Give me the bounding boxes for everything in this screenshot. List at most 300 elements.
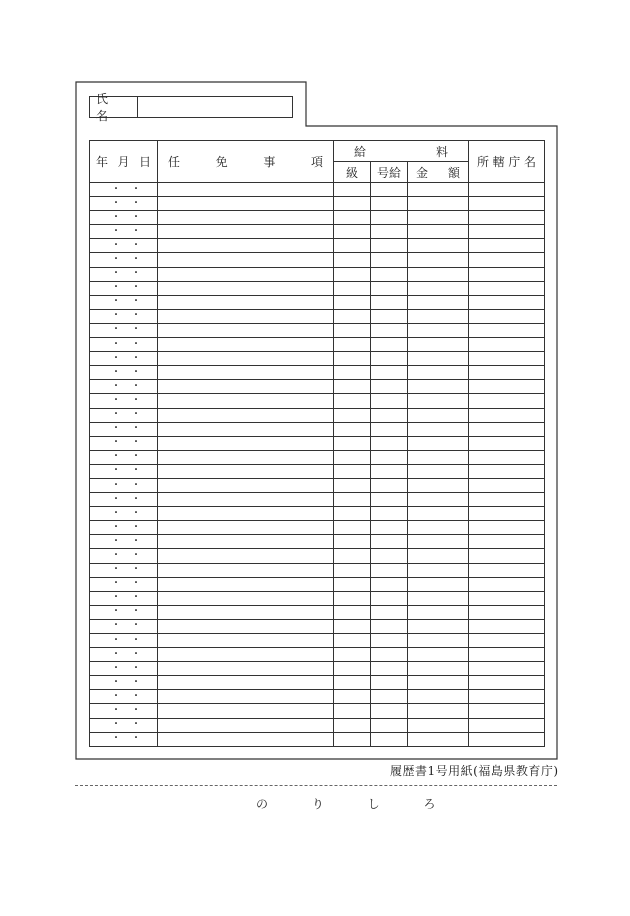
appointment-cell[interactable] [158,394,334,408]
grade-cell[interactable] [334,718,371,732]
amount-cell[interactable] [408,563,469,577]
grade-cell[interactable] [334,563,371,577]
date-cell[interactable] [90,380,158,394]
step-cell[interactable] [371,478,408,492]
date-cell[interactable] [90,197,158,211]
date-cell[interactable] [90,577,158,591]
date-cell[interactable] [90,535,158,549]
table-row [90,197,545,211]
appointment-cell[interactable] [158,281,334,295]
grade-cell[interactable] [334,422,371,436]
date-separators: ・ ・ [111,225,141,237]
table-row [90,535,545,549]
grade-cell[interactable] [334,281,371,295]
appointment-cell[interactable] [158,507,334,521]
step-cell[interactable] [371,422,408,436]
date-separators: ・ ・ [111,409,141,421]
office-cell[interactable] [469,450,545,464]
office-cell[interactable] [469,732,545,746]
date-cell[interactable] [90,309,158,323]
date-cell[interactable] [90,323,158,337]
date-separators: ・ ・ [111,606,141,618]
date-cell[interactable] [90,239,158,253]
appointment-cell[interactable] [158,704,334,718]
office-cell[interactable] [469,662,545,676]
office-cell[interactable] [469,478,545,492]
amount-cell[interactable] [408,267,469,281]
amount-cell[interactable] [408,183,469,197]
appointment-cell[interactable] [158,478,334,492]
date-separators: ・ ・ [111,352,141,364]
step-cell[interactable] [371,211,408,225]
office-cell[interactable] [469,634,545,648]
office-cell[interactable] [469,718,545,732]
step-cell[interactable] [371,408,408,422]
office-cell[interactable] [469,211,545,225]
step-cell[interactable] [371,662,408,676]
date-cell[interactable] [90,352,158,366]
office-cell[interactable] [469,507,545,521]
amount-cell[interactable] [408,197,469,211]
amount-cell[interactable] [408,323,469,337]
amount-cell[interactable] [408,225,469,239]
appointment-cell[interactable] [158,225,334,239]
step-cell[interactable] [371,535,408,549]
amount-cell[interactable] [408,690,469,704]
grade-cell[interactable] [334,309,371,323]
amount-cell[interactable] [408,521,469,535]
amount-cell[interactable] [408,634,469,648]
office-cell[interactable] [469,436,545,450]
grade-cell[interactable] [334,338,371,352]
header-office [469,141,545,183]
grade-cell[interactable] [334,464,371,478]
date-separators: ・ ・ [111,578,141,590]
date-separators: ・ ・ [111,549,141,561]
amount-cell[interactable] [408,281,469,295]
table-row [90,634,545,648]
date-cell[interactable] [90,366,158,380]
header-grade: 級 [334,162,371,183]
date-separators: ・ ・ [111,296,141,308]
date-separators: ・ ・ [111,183,141,195]
date-cell[interactable] [90,295,158,309]
step-cell[interactable] [371,704,408,718]
date-cell[interactable] [90,464,158,478]
amount-cell[interactable] [408,436,469,450]
appointment-cell[interactable] [158,436,334,450]
step-cell[interactable] [371,323,408,337]
office-cell[interactable] [469,366,545,380]
amount-cell[interactable] [408,239,469,253]
amount-cell[interactable] [408,352,469,366]
name-label: 氏 名 [90,97,138,117]
date-cell[interactable] [90,478,158,492]
step-cell[interactable] [371,183,408,197]
appointment-cell[interactable] [158,521,334,535]
appointment-cell[interactable] [158,535,334,549]
date-separators: ・ ・ [111,211,141,223]
grade-cell[interactable] [334,591,371,605]
step-cell[interactable] [371,267,408,281]
date-separators: ・ ・ [111,268,141,280]
office-cell[interactable] [469,619,545,633]
office-cell[interactable] [469,281,545,295]
grade-cell[interactable] [334,323,371,337]
office-cell[interactable] [469,309,545,323]
date-cell[interactable] [90,563,158,577]
amount-cell[interactable] [408,535,469,549]
step-cell[interactable] [371,436,408,450]
amount-cell[interactable] [408,619,469,633]
header-amount-text: 金 額 [416,165,461,180]
grade-cell[interactable] [334,295,371,309]
amount-cell[interactable] [408,591,469,605]
step-cell[interactable] [371,634,408,648]
step-cell[interactable] [371,394,408,408]
appointment-cell[interactable] [158,380,334,394]
grade-cell[interactable] [334,605,371,619]
office-cell[interactable] [469,591,545,605]
grade-cell[interactable] [334,352,371,366]
amount-cell[interactable] [408,718,469,732]
step-cell[interactable] [371,690,408,704]
date-cell[interactable] [90,704,158,718]
appointment-cell[interactable] [158,591,334,605]
office-cell[interactable] [469,648,545,662]
step-cell[interactable] [371,338,408,352]
amount-cell[interactable] [408,422,469,436]
name-value[interactable] [138,97,292,117]
office-cell[interactable] [469,323,545,337]
date-cell[interactable] [90,408,158,422]
grade-cell[interactable] [334,211,371,225]
amount-cell[interactable] [408,394,469,408]
office-cell[interactable] [469,563,545,577]
date-separators: ・ ・ [111,479,141,491]
date-separators: ・ ・ [111,394,141,406]
amount-cell[interactable] [408,253,469,267]
amount-cell[interactable] [408,295,469,309]
step-cell[interactable] [371,281,408,295]
appointment-cell[interactable] [158,323,334,337]
date-cell[interactable] [90,619,158,633]
date-separators: ・ ・ [111,719,141,731]
glue-margin-label: の り し ろ [256,797,456,811]
date-cell[interactable] [90,225,158,239]
amount-cell[interactable] [408,450,469,464]
grade-cell[interactable] [334,366,371,380]
grade-cell[interactable] [334,225,371,239]
amount-cell[interactable] [408,676,469,690]
date-cell[interactable] [90,591,158,605]
step-cell[interactable] [371,549,408,563]
amount-cell[interactable] [408,704,469,718]
amount-cell[interactable] [408,605,469,619]
date-separators: ・ ・ [111,662,141,674]
header-office-text: 所 轄 庁 名 [477,155,536,169]
date-cell[interactable] [90,718,158,732]
office-cell[interactable] [469,422,545,436]
appointment-cell[interactable] [158,676,334,690]
amount-cell[interactable] [408,211,469,225]
date-separators: ・ ・ [111,338,141,350]
amount-cell[interactable] [408,662,469,676]
date-cell[interactable] [90,281,158,295]
grade-cell[interactable] [334,535,371,549]
table-row [90,323,545,337]
grade-cell[interactable] [334,408,371,422]
office-cell[interactable] [469,225,545,239]
table-row [90,577,545,591]
date-cell[interactable] [90,732,158,746]
step-cell[interactable] [371,648,408,662]
appointment-cell[interactable] [158,605,334,619]
history-table [89,140,545,747]
date-separators: ・ ・ [111,282,141,294]
date-cell[interactable] [90,253,158,267]
step-cell[interactable] [371,366,408,380]
step-cell[interactable] [371,197,408,211]
date-separators: ・ ・ [111,733,141,745]
grade-cell[interactable] [334,676,371,690]
grade-cell[interactable] [334,493,371,507]
date-separators: ・ ・ [111,239,141,251]
date-separators: ・ ・ [111,592,141,604]
grade-cell[interactable] [334,478,371,492]
step-cell[interactable] [371,605,408,619]
date-cell[interactable] [90,436,158,450]
office-cell[interactable] [469,394,545,408]
grade-cell[interactable] [334,436,371,450]
appointment-cell[interactable] [158,408,334,422]
appointment-cell[interactable] [158,422,334,436]
table-row [90,450,545,464]
date-cell[interactable] [90,422,158,436]
table-row [90,267,545,281]
date-cell[interactable] [90,450,158,464]
table-row [90,366,545,380]
date-separators: ・ ・ [111,507,141,519]
table-row [90,464,545,478]
amount-cell[interactable] [408,478,469,492]
step-cell[interactable] [371,352,408,366]
date-separators: ・ ・ [111,423,141,435]
grade-cell[interactable] [334,450,371,464]
amount-cell[interactable] [408,366,469,380]
date-cell[interactable] [90,549,158,563]
office-cell[interactable] [469,521,545,535]
appointment-cell[interactable] [158,577,334,591]
appointment-cell[interactable] [158,619,334,633]
amount-cell[interactable] [408,408,469,422]
step-cell[interactable] [371,591,408,605]
date-cell[interactable] [90,605,158,619]
date-cell[interactable] [90,338,158,352]
table-row [90,295,545,309]
date-separators: ・ ・ [111,451,141,463]
date-cell[interactable] [90,634,158,648]
step-cell[interactable] [371,225,408,239]
grade-cell[interactable] [334,577,371,591]
office-cell[interactable] [469,493,545,507]
appointment-cell[interactable] [158,338,334,352]
grade-cell[interactable] [334,662,371,676]
office-cell[interactable] [469,197,545,211]
step-cell[interactable] [371,295,408,309]
appointment-cell[interactable] [158,295,334,309]
step-cell[interactable] [371,676,408,690]
date-cell[interactable] [90,662,158,676]
amount-cell[interactable] [408,493,469,507]
step-cell[interactable] [371,450,408,464]
date-cell[interactable] [90,267,158,281]
appointment-cell[interactable] [158,450,334,464]
appointment-cell[interactable] [158,634,334,648]
step-cell[interactable] [371,493,408,507]
date-cell[interactable] [90,676,158,690]
office-cell[interactable] [469,408,545,422]
table-row [90,352,545,366]
header-appointment [158,141,334,183]
appointment-cell[interactable] [158,549,334,563]
table-row [90,394,545,408]
office-cell[interactable] [469,535,545,549]
appointment-cell[interactable] [158,309,334,323]
table-row [90,225,545,239]
date-cell[interactable] [90,493,158,507]
appointment-cell[interactable] [158,648,334,662]
appointment-cell[interactable] [158,352,334,366]
table-row [90,211,545,225]
grade-cell[interactable] [334,648,371,662]
amount-cell[interactable] [408,464,469,478]
appointment-cell[interactable] [158,211,334,225]
appointment-cell[interactable] [158,732,334,746]
table-row [90,704,545,718]
step-cell[interactable] [371,619,408,633]
step-cell[interactable] [371,380,408,394]
table-row [90,239,545,253]
grade-cell[interactable] [334,197,371,211]
grade-cell[interactable] [334,619,371,633]
table-row [90,718,545,732]
table-row [90,507,545,521]
date-cell[interactable] [90,394,158,408]
appointment-cell[interactable] [158,267,334,281]
office-cell[interactable] [469,704,545,718]
amount-cell[interactable] [408,507,469,521]
step-cell[interactable] [371,732,408,746]
appointment-cell[interactable] [158,563,334,577]
date-cell[interactable] [90,183,158,197]
table-row [90,380,545,394]
grade-cell[interactable] [334,507,371,521]
grade-cell[interactable] [334,704,371,718]
appointment-cell[interactable] [158,718,334,732]
grade-cell[interactable] [334,732,371,746]
grade-cell[interactable] [334,267,371,281]
step-cell[interactable] [371,521,408,535]
office-cell[interactable] [469,464,545,478]
appointment-cell[interactable] [158,239,334,253]
amount-cell[interactable] [408,309,469,323]
table-row [90,690,545,704]
office-cell[interactable] [469,267,545,281]
table-row [90,338,545,352]
header-appointment-text: 任 免 事 項 [168,155,323,169]
appointment-cell[interactable] [158,366,334,380]
step-cell[interactable] [371,239,408,253]
grade-cell[interactable] [334,239,371,253]
amount-cell[interactable] [408,338,469,352]
office-cell[interactable] [469,183,545,197]
date-cell[interactable] [90,507,158,521]
office-cell[interactable] [469,676,545,690]
step-cell[interactable] [371,309,408,323]
grade-cell[interactable] [334,549,371,563]
grade-cell[interactable] [334,380,371,394]
appointment-cell[interactable] [158,253,334,267]
appointment-cell[interactable] [158,690,334,704]
office-cell[interactable] [469,295,545,309]
date-separators: ・ ・ [111,310,141,322]
table-row [90,619,545,633]
amount-cell[interactable] [408,549,469,563]
grade-cell[interactable] [334,253,371,267]
office-cell[interactable] [469,338,545,352]
office-cell[interactable] [469,380,545,394]
date-cell[interactable] [90,211,158,225]
step-cell[interactable] [371,577,408,591]
table-row [90,478,545,492]
appointment-cell[interactable] [158,464,334,478]
office-cell[interactable] [469,605,545,619]
appointment-cell[interactable] [158,183,334,197]
office-cell[interactable] [469,352,545,366]
grade-cell[interactable] [334,183,371,197]
office-cell[interactable] [469,690,545,704]
step-cell[interactable] [371,253,408,267]
grade-cell[interactable] [334,690,371,704]
date-cell[interactable] [90,648,158,662]
office-cell[interactable] [469,549,545,563]
appointment-cell[interactable] [158,493,334,507]
office-cell[interactable] [469,239,545,253]
amount-cell[interactable] [408,732,469,746]
office-cell[interactable] [469,577,545,591]
table-row [90,732,545,746]
step-cell[interactable] [371,507,408,521]
amount-cell[interactable] [408,648,469,662]
grade-cell[interactable] [334,521,371,535]
header-date [90,141,158,183]
amount-cell[interactable] [408,380,469,394]
date-separators: ・ ・ [111,620,141,632]
amount-cell[interactable] [408,577,469,591]
appointment-cell[interactable] [158,197,334,211]
office-cell[interactable] [469,253,545,267]
date-separators: ・ ・ [111,493,141,505]
grade-cell[interactable] [334,634,371,648]
step-cell[interactable] [371,718,408,732]
date-cell[interactable] [90,521,158,535]
appointment-cell[interactable] [158,662,334,676]
step-cell[interactable] [371,563,408,577]
date-cell[interactable] [90,690,158,704]
step-cell[interactable] [371,464,408,478]
grade-cell[interactable] [334,394,371,408]
